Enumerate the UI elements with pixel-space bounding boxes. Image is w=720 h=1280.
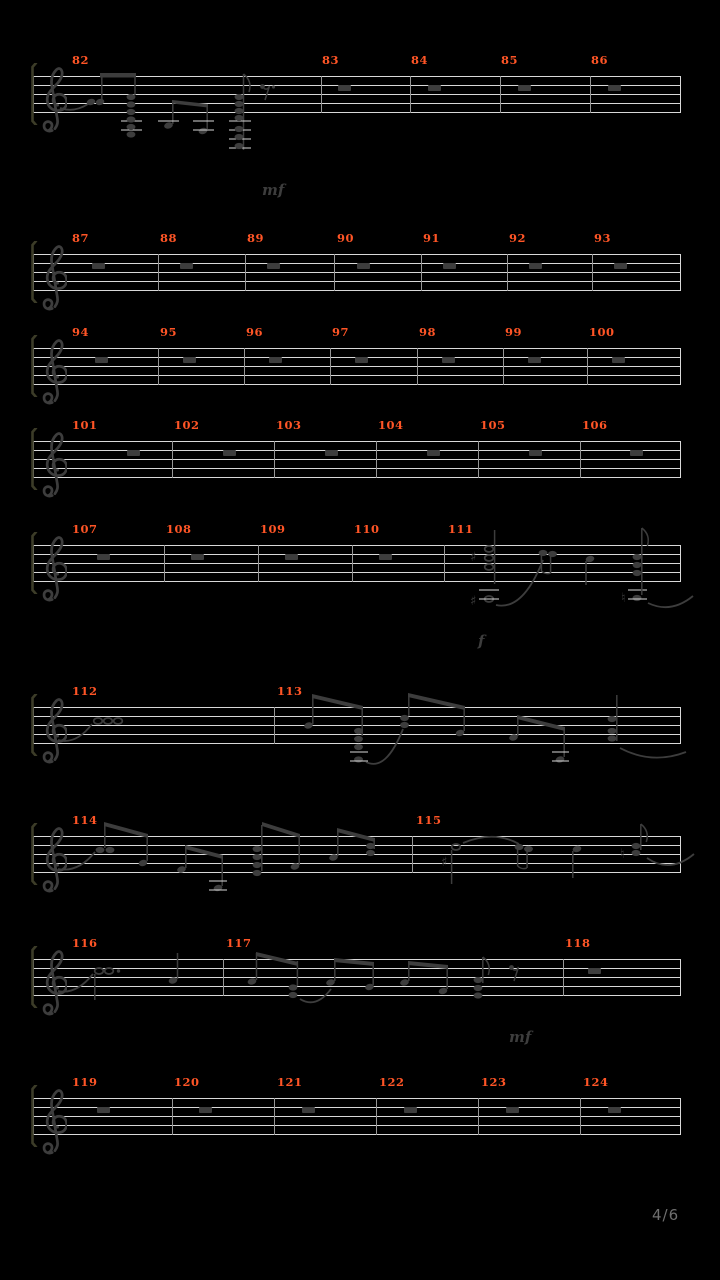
measure-number-85[interactable]: 85	[501, 53, 519, 67]
measure-number-89[interactable]: 89	[247, 231, 265, 245]
measure-number-122[interactable]: 122	[379, 1075, 405, 1089]
svg-text:♮: ♮	[621, 591, 626, 606]
measure-number-109[interactable]: 109	[260, 522, 286, 536]
svg-text:♯: ♯	[441, 855, 448, 870]
page-indicator: 4/6	[652, 1206, 680, 1224]
measure-number-117[interactable]: 117	[226, 936, 252, 950]
measure-number-105[interactable]: 105	[480, 418, 506, 432]
measure-number-91[interactable]: 91	[423, 231, 441, 245]
dynamic-marking: mf	[509, 1028, 532, 1046]
measure-number-123[interactable]: 123	[481, 1075, 507, 1089]
measure-number-97[interactable]: 97	[332, 325, 350, 339]
measure-number-112[interactable]: 112	[72, 684, 98, 698]
measure-number-94[interactable]: 94	[72, 325, 90, 339]
svg-text:♯: ♯	[470, 594, 477, 609]
svg-text:♯: ♯	[470, 550, 477, 565]
measure-number-84[interactable]: 84	[411, 53, 429, 67]
notes-measure-111	[470, 528, 693, 609]
measure-number-119[interactable]: 119	[72, 1075, 98, 1089]
measure-number-87[interactable]: 87	[72, 231, 90, 245]
measure-number-82[interactable]: 82	[72, 53, 90, 67]
measure-number-113[interactable]: 113	[277, 684, 303, 698]
measure-number-114[interactable]: 114	[72, 813, 98, 827]
measure-number-120[interactable]: 120	[174, 1075, 200, 1089]
measure-number-99[interactable]: 99	[505, 325, 523, 339]
measure-number-106[interactable]: 106	[582, 418, 608, 432]
measure-number-121[interactable]: 121	[277, 1075, 303, 1089]
measure-number-104[interactable]: 104	[378, 418, 404, 432]
measure-number-124[interactable]: 124	[583, 1075, 609, 1089]
measure-number-93[interactable]: 93	[594, 231, 612, 245]
svg-text:♮: ♮	[620, 847, 625, 862]
measure-number-108[interactable]: 108	[166, 522, 192, 536]
measure-number-83[interactable]: 83	[322, 53, 340, 67]
dynamic-marking: f	[478, 632, 485, 650]
notes-measures-116-117	[58, 952, 519, 1002]
measure-number-110[interactable]: 110	[354, 522, 380, 536]
measure-number-111[interactable]: 111	[448, 522, 474, 536]
measure-number-118[interactable]: 118	[565, 936, 591, 950]
measure-number-100[interactable]: 100	[589, 325, 615, 339]
measure-number-101[interactable]: 101	[72, 418, 98, 432]
measure-number-98[interactable]: 98	[419, 325, 437, 339]
notes-measures-112-113	[58, 693, 686, 764]
measure-number-90[interactable]: 90	[337, 231, 355, 245]
measure-number-88[interactable]: 88	[160, 231, 178, 245]
measure-number-102[interactable]: 102	[174, 418, 200, 432]
measure-number-95[interactable]: 95	[160, 325, 178, 339]
measure-number-107[interactable]: 107	[72, 522, 98, 536]
measure-number-96[interactable]: 96	[246, 325, 264, 339]
measure-number-103[interactable]: 103	[276, 418, 302, 432]
dynamic-marking: mf	[262, 181, 285, 199]
measure-number-92[interactable]: 92	[509, 231, 527, 245]
measure-number-116[interactable]: 116	[72, 936, 98, 950]
measure-number-86[interactable]: 86	[591, 53, 609, 67]
notes-measure-82	[60, 73, 275, 150]
measure-number-115[interactable]: 115	[416, 813, 442, 827]
notes-measures-114-115	[58, 822, 694, 892]
